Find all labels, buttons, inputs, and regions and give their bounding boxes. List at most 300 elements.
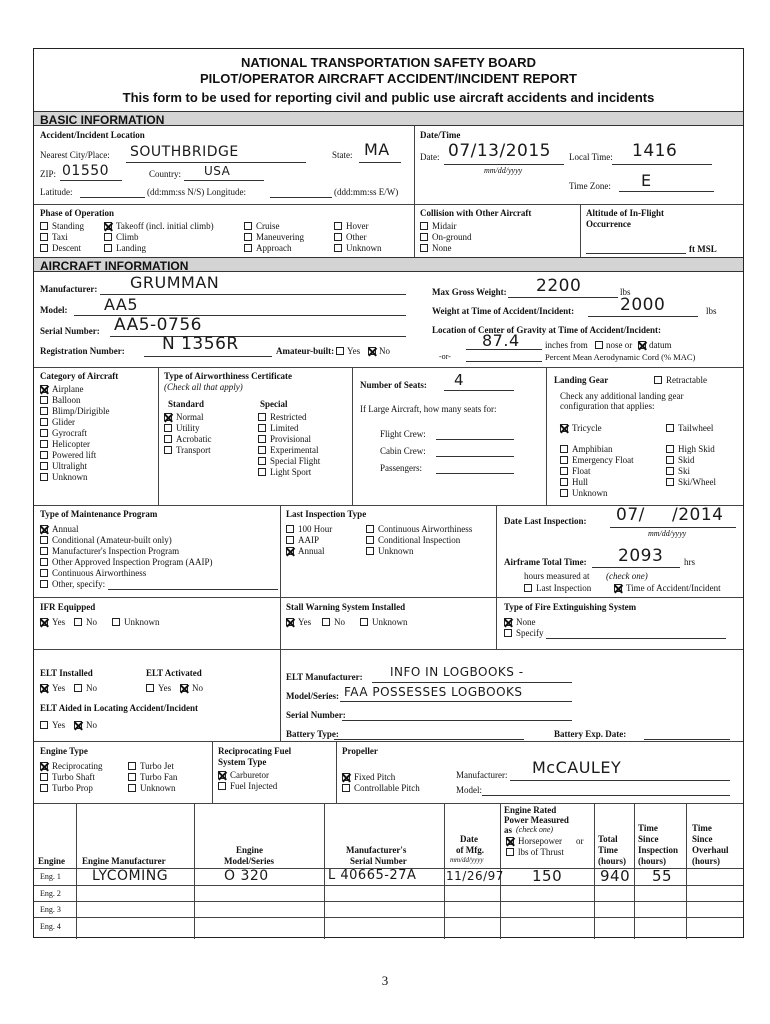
- phase-descent-label: Descent: [52, 243, 81, 253]
- row-label: Eng. 3: [40, 905, 61, 914]
- elt-aided-no-checkbox[interactable]: [74, 721, 82, 729]
- category-airplane-checkbox[interactable]: [40, 385, 48, 393]
- gear-note-1: Check any additional landing gear: [560, 391, 684, 401]
- fuel-carburetor-label: Carburetor: [230, 770, 269, 780]
- altitude-unit: ft MSL: [689, 244, 717, 254]
- cell-date-mfg[interactable]: 11/26/97: [446, 869, 504, 883]
- seats-label: Number of Seats:: [360, 380, 427, 390]
- col-since-overhaul-3: Overhaul: [692, 845, 729, 855]
- max-gross-weight-label: Max Gross Weight:: [432, 287, 507, 297]
- phase-unknown-checkbox[interactable]: [334, 244, 342, 252]
- prop-controllable-checkbox[interactable]: [342, 784, 350, 792]
- engine-turboprop-checkbox[interactable]: [40, 784, 48, 792]
- elt-activated-yes-label: Yes: [158, 683, 172, 693]
- fuel-injected-label: Fuel Injected: [230, 781, 278, 791]
- aw-light-sport-label: Light Sport: [270, 467, 312, 477]
- date-label: Date:: [420, 152, 440, 162]
- fire-specify-label: Specify: [516, 628, 544, 638]
- cell-model[interactable]: O 320: [224, 868, 269, 884]
- elt-activated-no-label: No: [192, 683, 203, 693]
- airworthiness-standard-label: Standard: [168, 399, 205, 409]
- insp-100hour-checkbox[interactable]: [286, 525, 294, 533]
- gear-ski-label: Ski: [678, 466, 691, 476]
- prop-fixed-label: Fixed Pitch: [354, 772, 396, 782]
- col-total-time-3: (hours): [598, 856, 627, 866]
- cell-total-time[interactable]: 940: [600, 867, 631, 885]
- insp-continuous-label: Continuous Airworthiness: [378, 524, 473, 534]
- phase-other-label: Other: [346, 232, 367, 242]
- maint-aaip-checkbox[interactable]: [40, 558, 48, 566]
- phase-climb-label: Climb: [116, 232, 139, 242]
- col-engine: Engine: [38, 856, 66, 866]
- fuel-injected-checkbox[interactable]: [218, 782, 226, 790]
- stall-warning-label: Stall Warning System Installed: [286, 602, 406, 612]
- phase-other-checkbox[interactable]: [334, 233, 342, 241]
- elt-installed-no-label: No: [86, 683, 97, 693]
- page-number: 3: [381, 973, 389, 988]
- phase-taxi-label: Taxi: [52, 232, 68, 242]
- aw-limited-label: Limited: [270, 423, 299, 433]
- section-basic-information: BASIC INFORMATION: [34, 111, 743, 126]
- registration-field[interactable]: N 1356R: [162, 334, 239, 354]
- category-unknown-checkbox[interactable]: [40, 473, 48, 481]
- maintenance-label: Type of Maintenance Program: [40, 509, 158, 519]
- measured-last-inspection-label: Last Inspection: [536, 583, 592, 593]
- category-gyrocraft-checkbox[interactable]: [40, 429, 48, 437]
- maint-aaip-label: Other Approved Inspection Program (AAIP): [52, 557, 213, 567]
- col-engine-model-2: Model/Series: [224, 856, 274, 866]
- manufacturer-field[interactable]: GRUMMAN: [130, 273, 220, 292]
- seats-large-label: If Large Aircraft, how many seats for:: [360, 404, 497, 414]
- ifr-label: IFR Equipped: [40, 602, 96, 612]
- date-last-inspection-year[interactable]: /2014: [672, 505, 724, 525]
- engine-unknown-checkbox[interactable]: [128, 784, 136, 792]
- fire-none-checkbox[interactable]: [504, 618, 512, 626]
- elt-installed-no-checkbox[interactable]: [74, 684, 82, 692]
- aw-restricted-label: Restricted: [270, 412, 307, 422]
- cell-serial[interactable]: L 40665-27A: [328, 868, 417, 883]
- col-since-inspection-3: Inspection: [638, 845, 679, 855]
- stall-unknown-checkbox[interactable]: [360, 618, 368, 626]
- insp-aaip-checkbox[interactable]: [286, 536, 294, 544]
- fire-extinguishing-label: Type of Fire Extinguishing System: [504, 602, 637, 612]
- fire-specify-checkbox[interactable]: [504, 629, 512, 637]
- airworthiness-special-label: Special: [260, 399, 288, 409]
- phase-cruise-label: Cruise: [256, 221, 280, 231]
- measured-time-accident-checkbox[interactable]: [614, 584, 622, 592]
- engine-reciprocating-label: Reciprocating: [52, 761, 103, 771]
- date-last-inspection-label: Date Last Inspection:: [504, 516, 587, 526]
- gear-hull-checkbox[interactable]: [560, 478, 568, 486]
- maint-annual-checkbox[interactable]: [40, 525, 48, 533]
- hours-measured-check-one: (check one): [606, 571, 648, 581]
- elt-battery-type-label: Battery Type:: [286, 729, 339, 739]
- col-since-inspection: Time: [638, 823, 658, 833]
- date-field[interactable]: 07/13/2015: [448, 141, 551, 161]
- form-agency-title: NATIONAL TRANSPORTATION SAFETY BOARD: [241, 55, 536, 70]
- aw-experimental-checkbox[interactable]: [258, 446, 266, 454]
- insp-conditional-checkbox[interactable]: [366, 536, 374, 544]
- engine-reciprocating-checkbox[interactable]: [40, 762, 48, 770]
- zip-field[interactable]: 01550: [62, 163, 110, 179]
- latitude-format: (dd:mm:ss N/S) Longitude:: [147, 187, 246, 197]
- amateur-yes-checkbox[interactable]: [336, 347, 344, 355]
- gear-ski-wheel-checkbox[interactable]: [666, 478, 674, 486]
- elt-installed-label: ELT Installed: [40, 668, 93, 678]
- gear-amphibian-checkbox[interactable]: [560, 445, 568, 453]
- power-or-label: or: [576, 836, 584, 846]
- gear-retractable-label: Retractable: [666, 375, 707, 385]
- category-balloon-checkbox[interactable]: [40, 396, 48, 404]
- aw-special-flight-label: Special Flight: [270, 456, 321, 466]
- phase-cruise-checkbox[interactable]: [244, 222, 252, 230]
- gear-amphibian-label: Amphibian: [572, 444, 613, 454]
- elt-activated-yes-checkbox[interactable]: [146, 684, 154, 692]
- engine-turbojet-checkbox[interactable]: [128, 762, 136, 770]
- category-ultralight-checkbox[interactable]: [40, 462, 48, 470]
- maint-manufacturer-label: Manufacturer's Inspection Program: [52, 546, 180, 556]
- elt-serial-label: Serial Number:: [286, 710, 346, 720]
- altitude-label: Altitude of In-Flight: [586, 208, 665, 218]
- col-power-4: (check one): [516, 825, 554, 834]
- passengers-label: Passengers:: [380, 463, 422, 473]
- seats-field[interactable]: 4: [454, 371, 465, 389]
- state-label: State:: [332, 150, 353, 160]
- cg-label: Location of Center of Gravity at Time of Accident/Incident:: [432, 325, 661, 335]
- insp-continuous-checkbox[interactable]: [366, 525, 374, 533]
- weight-label: Weight at Time of Accident/Incident:: [432, 306, 575, 316]
- form-title: PILOT/OPERATOR AIRCRAFT ACCIDENT/INCIDENT REPORT: [200, 71, 577, 86]
- aw-limited-checkbox[interactable]: [258, 424, 266, 432]
- phase-landing-checkbox[interactable]: [104, 244, 112, 252]
- section-aircraft-information: AIRCRAFT INFORMATION: [34, 257, 743, 272]
- elt-aided-yes-label: Yes: [52, 720, 66, 730]
- gear-ski-wheel-label: Ski/Wheel: [678, 477, 716, 487]
- ifr-yes-checkbox[interactable]: [40, 618, 48, 626]
- weight-field[interactable]: 2000: [620, 295, 666, 315]
- date-last-inspection-month[interactable]: 07/: [616, 505, 645, 525]
- elt-aided-label: ELT Aided in Locating Accident/Incident: [40, 703, 199, 713]
- cabin-crew-label: Cabin Crew:: [380, 446, 426, 456]
- amateur-no-label: No: [379, 346, 390, 356]
- aw-utility-label: Utility: [176, 423, 200, 433]
- col-power-3: as: [504, 825, 513, 835]
- elt-model-field[interactable]: FAA POSSESSES LOGBOOKS: [344, 685, 523, 699]
- airframe-total-time-field[interactable]: 2093: [618, 546, 664, 566]
- phase-hover-label: Hover: [346, 221, 369, 231]
- stall-unknown-label: Unknown: [372, 617, 408, 627]
- aw-provisional-checkbox[interactable]: [258, 435, 266, 443]
- col-since-inspection-4: (hours): [638, 856, 667, 866]
- insp-annual-label: Annual: [298, 546, 325, 556]
- aw-transport-label: Transport: [176, 445, 211, 455]
- elt-activated-no-checkbox[interactable]: [180, 684, 188, 692]
- gear-note-2: configuration that applies:: [560, 401, 655, 411]
- col-engine-manufacturer: Engine Manufacturer: [82, 856, 166, 866]
- cell-manufacturer[interactable]: LYCOMING: [92, 868, 169, 884]
- timezone-field[interactable]: E: [641, 171, 652, 190]
- amateur-no-checkbox[interactable]: [368, 347, 376, 355]
- gear-tricycle-checkbox[interactable]: [560, 424, 568, 432]
- ifr-unknown-checkbox[interactable]: [112, 618, 120, 626]
- timezone-label: Time Zone:: [569, 181, 611, 191]
- col-date-mfg-2: of Mfg.: [456, 845, 484, 855]
- weight-unit: lbs: [706, 306, 717, 316]
- gear-tricycle-label: Tricycle: [572, 423, 602, 433]
- phase-maneuvering-checkbox[interactable]: [244, 233, 252, 241]
- collision-onground-label: On-ground: [432, 232, 472, 242]
- airframe-hours-unit: hrs: [684, 557, 695, 567]
- cg-field[interactable]: 87.4: [482, 331, 520, 350]
- insp-unknown-checkbox[interactable]: [366, 547, 374, 555]
- cg-datum-label: datum: [649, 340, 672, 350]
- phase-climb-checkbox[interactable]: [104, 233, 112, 241]
- category-helicopter-label: Helicopter: [52, 439, 90, 449]
- latitude-label: Latitude:: [40, 187, 73, 197]
- serial-field[interactable]: AA5-0756: [114, 315, 202, 335]
- category-blimp-label: Blimp/Dirigible: [52, 406, 110, 416]
- zip-label: ZIP:: [40, 169, 57, 179]
- elt-manufacturer-label: ELT Manufacturer:: [286, 672, 363, 682]
- aw-acrobatic-label: Acrobatic: [176, 434, 212, 444]
- prop-controllable-label: Controllable Pitch: [354, 783, 420, 793]
- category-glider-label: Glider: [52, 417, 75, 427]
- col-serial-2: Serial Number: [350, 856, 407, 866]
- gear-high-skid-checkbox[interactable]: [666, 445, 674, 453]
- gear-tailwheel-label: Tailwheel: [678, 423, 714, 433]
- aw-restricted-checkbox[interactable]: [258, 413, 266, 421]
- aw-transport-checkbox[interactable]: [164, 446, 172, 454]
- cg-inches-label: inches from: [545, 340, 588, 350]
- col-total-time-2: Time: [598, 845, 618, 855]
- model-field[interactable]: AA5: [104, 295, 139, 314]
- col-since-overhaul-2: Since: [692, 834, 713, 844]
- engine-turbofan-checkbox[interactable]: [128, 773, 136, 781]
- row-label: Eng. 4: [40, 922, 61, 931]
- engine-turbojet-label: Turbo Jet: [140, 761, 174, 771]
- stall-no-checkbox[interactable]: [322, 618, 330, 626]
- maint-other-label: Other, specify:: [52, 579, 106, 589]
- cg-nose-label: nose or: [606, 340, 633, 350]
- gear-unknown-checkbox[interactable]: [560, 489, 568, 497]
- engine-turboshaft-checkbox[interactable]: [40, 773, 48, 781]
- cell-power[interactable]: 150: [532, 867, 563, 885]
- location-label: Accident/Incident Location: [40, 130, 145, 140]
- gear-unknown-label: Unknown: [572, 488, 608, 498]
- category-airplane-label: Airplane: [52, 384, 84, 394]
- category-helicopter-checkbox[interactable]: [40, 440, 48, 448]
- phase-takeoff-label: Takeoff (incl. initial climb): [116, 221, 214, 231]
- ifr-no-checkbox[interactable]: [74, 618, 82, 626]
- stall-no-label: No: [334, 617, 345, 627]
- phase-landing-label: Landing: [116, 243, 146, 253]
- cg-or-label: -or-: [439, 352, 451, 361]
- category-label: Category of Aircraft: [40, 371, 119, 381]
- power-horsepower-checkbox[interactable]: [506, 837, 514, 845]
- engine-turboshaft-label: Turbo Shaft: [52, 772, 95, 782]
- insp-unknown-label: Unknown: [378, 546, 414, 556]
- elt-manufacturer-field[interactable]: INFO IN LOGBOOKS -: [390, 665, 524, 679]
- cg-mac-label: Percent Mean Aerodynamic Cord (% MAC): [545, 352, 696, 362]
- phase-taxi-checkbox[interactable]: [40, 233, 48, 241]
- insp-conditional-label: Conditional Inspection: [378, 535, 461, 545]
- category-powered-lift-checkbox[interactable]: [40, 451, 48, 459]
- stall-yes-label: Yes: [298, 617, 312, 627]
- country-label: Country:: [149, 169, 182, 179]
- elt-installed-yes-checkbox[interactable]: [40, 684, 48, 692]
- maint-annual-label: Annual: [52, 524, 79, 534]
- gear-skid-checkbox[interactable]: [666, 456, 674, 464]
- gear-float-checkbox[interactable]: [560, 467, 568, 475]
- col-power-2: Power Measured: [504, 815, 569, 825]
- col-engine-model: Engine: [236, 845, 264, 855]
- gear-ski-checkbox[interactable]: [666, 467, 674, 475]
- col-power: Engine Rated: [504, 805, 557, 815]
- city-label: Nearest City/Place:: [40, 150, 110, 160]
- category-unknown-label: Unknown: [52, 472, 88, 482]
- insp-100hour-label: 100 Hour: [298, 524, 333, 534]
- propeller-label: Propeller: [342, 746, 378, 756]
- airworthiness-sub: (Check all that apply): [164, 382, 243, 392]
- phase-hover-checkbox[interactable]: [334, 222, 342, 230]
- cg-datum-checkbox[interactable]: [638, 341, 646, 349]
- cg-nose-checkbox[interactable]: [595, 341, 603, 349]
- aw-provisional-label: Provisional: [270, 434, 312, 444]
- category-gyrocraft-label: Gyrocraft: [52, 428, 87, 438]
- power-horsepower-label: Horsepower: [518, 836, 562, 846]
- engine-turbofan-label: Turbo Fan: [140, 772, 178, 782]
- collision-midair-label: Midair: [432, 221, 457, 231]
- phase-descent-checkbox[interactable]: [40, 244, 48, 252]
- fuel-system-label-2: System Type: [218, 757, 267, 767]
- stall-yes-checkbox[interactable]: [286, 618, 294, 626]
- engine-turboprop-label: Turbo Prop: [52, 783, 93, 793]
- last-inspection-label: Last Inspection Type: [286, 509, 367, 519]
- cell-since-inspection[interactable]: 55: [652, 867, 673, 885]
- phase-takeoff-checkbox[interactable]: [104, 222, 112, 230]
- country-field[interactable]: USA: [204, 164, 231, 178]
- maint-manufacturer-checkbox[interactable]: [40, 547, 48, 555]
- col-since-overhaul: Time: [692, 823, 712, 833]
- elt-battery-exp-label: Battery Exp. Date:: [554, 729, 627, 739]
- prop-model-label: Model:: [456, 785, 482, 795]
- gear-float-label: Float: [572, 466, 591, 476]
- col-date-mfg: Date: [460, 834, 478, 844]
- maint-other-checkbox[interactable]: [40, 580, 48, 588]
- flight-crew-label: Flight Crew:: [380, 429, 426, 439]
- category-balloon-label: Balloon: [52, 395, 81, 405]
- measured-last-inspection-checkbox[interactable]: [524, 584, 532, 592]
- ifr-yes-label: Yes: [52, 617, 66, 627]
- category-powered-lift-label: Powered lift: [52, 450, 97, 460]
- date-format: mm/dd/yyyy: [484, 166, 523, 175]
- manufacturer-label: Manufacturer:: [40, 284, 98, 294]
- time-field[interactable]: 1416: [632, 141, 678, 161]
- prop-fixed-checkbox[interactable]: [342, 773, 350, 781]
- amateur-label: Amateur-built:: [276, 346, 335, 356]
- collision-none-checkbox[interactable]: [420, 244, 428, 252]
- maint-conditional-checkbox[interactable]: [40, 536, 48, 544]
- category-glider-checkbox[interactable]: [40, 418, 48, 426]
- elt-aided-yes-checkbox[interactable]: [40, 721, 48, 729]
- power-thrust-label: lbs of Thrust: [518, 847, 564, 857]
- altitude-label-2: Occurrence: [586, 219, 631, 229]
- collision-label: Collision with Other Aircraft: [420, 208, 532, 218]
- col-serial: Manufacturer's: [346, 845, 407, 855]
- serial-label: Serial Number:: [40, 326, 100, 336]
- elt-aided-no-label: No: [86, 720, 97, 730]
- row-label: Eng. 2: [40, 889, 61, 898]
- fuel-system-label: Reciprocating Fuel: [218, 746, 292, 756]
- fuel-carburetor-checkbox[interactable]: [218, 771, 226, 779]
- amateur-yes-label: Yes: [347, 346, 361, 356]
- collision-onground-checkbox[interactable]: [420, 233, 428, 241]
- collision-none-label: None: [432, 243, 452, 253]
- aw-light-sport-checkbox[interactable]: [258, 468, 266, 476]
- max-gross-weight-unit: lbs: [620, 287, 631, 297]
- aw-experimental-label: Experimental: [270, 445, 319, 455]
- elt-activated-label: ELT Activated: [146, 668, 202, 678]
- prop-manufacturer-field[interactable]: McCAULEY: [532, 758, 622, 777]
- engine-unknown-label: Unknown: [140, 783, 176, 793]
- max-gross-weight-field[interactable]: 2200: [536, 276, 582, 296]
- category-blimp-checkbox[interactable]: [40, 407, 48, 415]
- maint-continuous-checkbox[interactable]: [40, 569, 48, 577]
- row-label: Eng. 1: [40, 872, 61, 881]
- gear-tailwheel-checkbox[interactable]: [666, 424, 674, 432]
- insp-aaip-label: AAIP: [298, 535, 320, 545]
- airworthiness-label: Type of Airworthiness Certificate: [164, 371, 293, 381]
- gear-emergency-float-checkbox[interactable]: [560, 456, 568, 464]
- time-label: Local Time:: [569, 152, 613, 162]
- col-since-overhaul-4: (hours): [692, 856, 721, 866]
- phase-maneuvering-label: Maneuvering: [256, 232, 304, 242]
- city-field[interactable]: SOUTHBRIDGE: [130, 144, 239, 160]
- aw-utility-checkbox[interactable]: [164, 424, 172, 432]
- aw-acrobatic-checkbox[interactable]: [164, 435, 172, 443]
- phase-approach-checkbox[interactable]: [244, 244, 252, 252]
- maint-continuous-label: Continuous Airworthiness: [52, 568, 147, 578]
- phase-label: Phase of Operation: [40, 208, 114, 218]
- model-label: Model:: [40, 305, 68, 315]
- longitude-format: (ddd:mm:ss E/W): [334, 187, 399, 197]
- date-last-inspection-format: mm/dd/yyyy: [648, 529, 687, 538]
- collision-midair-checkbox[interactable]: [420, 222, 428, 230]
- power-thrust-checkbox[interactable]: [506, 848, 514, 856]
- accident-report-form: [33, 48, 744, 938]
- aw-special-flight-checkbox[interactable]: [258, 457, 266, 465]
- elt-installed-yes-label: Yes: [52, 683, 66, 693]
- col-total-time: Total: [598, 834, 618, 844]
- phase-approach-label: Approach: [256, 243, 292, 253]
- measured-time-accident-label: Time of Accident/Incident: [626, 583, 721, 593]
- phase-standing-checkbox[interactable]: [40, 222, 48, 230]
- airframe-total-time-label: Airframe Total Time:: [504, 557, 587, 567]
- gear-retractable-checkbox[interactable]: [654, 376, 662, 384]
- datetime-label: Date/Time: [420, 130, 461, 140]
- ifr-unknown-label: Unknown: [124, 617, 160, 627]
- state-field[interactable]: MA: [364, 140, 390, 159]
- ifr-no-label: No: [86, 617, 97, 627]
- insp-annual-checkbox[interactable]: [286, 547, 294, 555]
- aw-normal-label: Normal: [176, 412, 204, 422]
- engine-type-label: Engine Type: [40, 746, 88, 756]
- col-date-mfg-3: mm/dd/yyyy: [450, 856, 484, 864]
- col-since-inspection-2: Since: [638, 834, 659, 844]
- aw-normal-checkbox[interactable]: [164, 413, 172, 421]
- registration-label: Registration Number:: [40, 346, 125, 356]
- gear-skid-label: Skid: [678, 455, 695, 465]
